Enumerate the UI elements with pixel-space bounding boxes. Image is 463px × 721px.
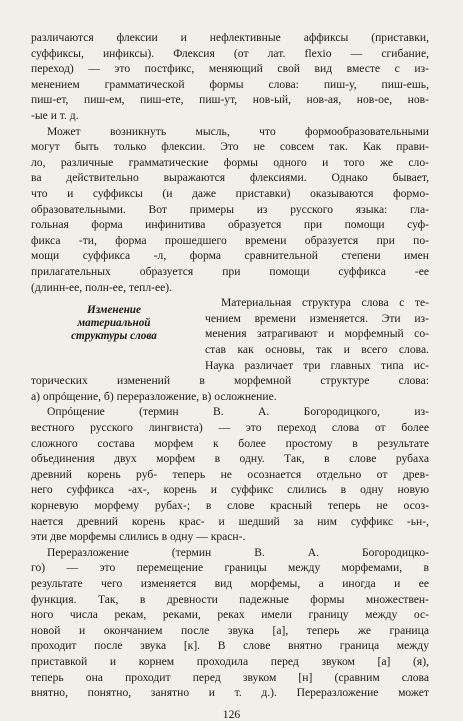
text-line: Переразложение (термин В. А. Богородицко-: [47, 545, 429, 559]
margin-heading: [31, 304, 197, 343]
text-line: чением времени изменяется. Эти из-: [205, 311, 429, 325]
text-line: менения затрагивают и морфемный со-: [205, 327, 429, 341]
text-line: гольная форма инфинитива образуется при помощи суф-: [31, 218, 429, 232]
text-line: торических изменений в морфемной структуре слова:: [31, 374, 429, 388]
text-line: суффиксы, инфиксы). Флексия (от лат. flexio — сгибание,: [31, 46, 429, 60]
text-line: эти две морфемы слились в одну — красн-.: [31, 530, 246, 544]
text-line: ного числа рекам, реками, реках имели границу между ос-: [31, 608, 429, 622]
text-line: функция. Так, в древности падежные формы множествен-: [31, 592, 429, 606]
text-line: прилагательных образуется при помощи суффикса -ее: [31, 265, 429, 278]
text-line: новой и окончанием после звука [а], теперь же граница: [31, 623, 429, 637]
text-line: Может возникнуть мысль, что формообразовательными: [47, 124, 429, 138]
text-line: могут быть только флексии. Это не совсем так. Как прави-: [31, 140, 429, 154]
text-line: переход) — это постфикс, меняющий свой вид вместе с из-: [31, 62, 429, 76]
text-line: пиш-ет, пиш-ем, пиш-ете, пиш-ут, нов-ый, нов-ая, нов-ое, нов-: [31, 93, 429, 107]
text-line: Материальная структура слова с те-: [221, 296, 429, 310]
text-line: древний корень руб- теперь не осознается отдельно от древ-: [31, 467, 429, 481]
text-line: приставкой и корнем проходила перед звуком [а] (я),: [31, 655, 429, 668]
margin-heading-line: Изменение: [87, 304, 141, 317]
margin-heading-line: материальной: [77, 317, 151, 330]
text-line: -ые и т. д.: [31, 109, 79, 122]
text-line: нается древний корень крас- и шедший за ним суффикс -ьн-,: [31, 514, 429, 528]
text-line: а) опрóщение, б) переразложение, в) осложнение.: [31, 389, 277, 403]
text-line: став как основы, так и всего слова.: [205, 343, 429, 356]
text-line: образовательными. Вот примеры из русского языка: гла-: [31, 202, 429, 216]
text-line: что и суффиксы (и даже приставки) оказываются формо-: [31, 187, 429, 200]
text-line: фикса -ти, форма прошедшего времени образуется при по-: [31, 233, 429, 247]
text-line: сложного состава морфем к более простому в результате: [31, 436, 429, 450]
text-line: Опрóщение (термин В. А. Богородицкого, из-: [47, 405, 429, 419]
text-line: мощи суффикса -л, форма сравнительной степени имен: [31, 249, 429, 263]
page-number: 126: [222, 707, 241, 721]
text-line: различаются флексии и нефлективные аффиксы (приставки,: [31, 31, 429, 44]
text-line: проходит после звука [к]. В слове внятно граница между: [31, 639, 429, 653]
text-line: корневую морфему рубах-; в слове красный теперь не осоз-: [31, 499, 429, 512]
margin-heading-line: структуры слова: [71, 330, 157, 343]
text-line: ва действительно выражаются флексиями. Однако бывает,: [31, 171, 429, 185]
text-line: Наука различает три главных типа ис-: [205, 358, 429, 372]
text-line: го) — это перемещение границы между морфемами, в: [31, 561, 429, 575]
text-line: теперь она проходит перед звуком [н] (сравним слова: [31, 670, 429, 684]
text-line: вестного русского лингвиста) — это переход слова от более: [31, 421, 429, 434]
text-line: объединения двух морфем в одну. Так, в слове рубаха: [31, 452, 429, 466]
text-line: (длинн-ее, полн-ее, тепл-ее).: [31, 280, 173, 294]
text-line: результате чего изменяется вид морфемы, а иногда и ее: [31, 577, 429, 590]
text-line: внятно, понятно, занятно и т. д.). Переразложение может: [31, 686, 429, 700]
text-line: ло, различные грамматические формы одного и того же сло-: [31, 155, 429, 169]
text-line: менением грамматической формы слова: пиш-у, пиш-ешь,: [31, 77, 429, 91]
text-line: него суффикса -ах-, корень и суффикс слились в одну новую: [31, 483, 429, 497]
